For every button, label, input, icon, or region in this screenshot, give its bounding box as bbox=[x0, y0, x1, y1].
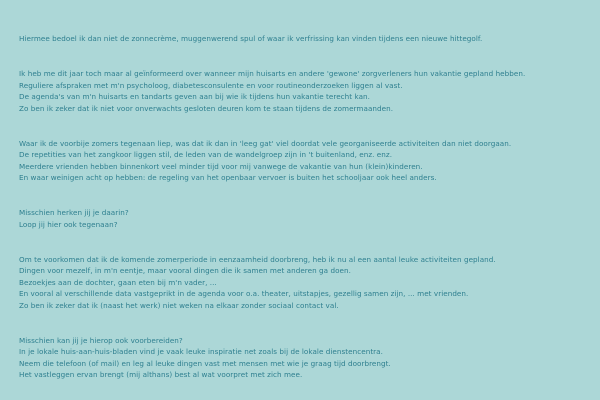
text-line: Neem die telefoon (of mail) en leg al leuke dingen vast met mensen met wie je graag tijd doorbrengt. bbox=[19, 358, 391, 368]
text-line: Dingen voor mezelf, in m'n eentje, maar vooral dingen die ik samen met anderen ga doen. bbox=[19, 266, 351, 275]
paragraph-3 bbox=[19, 138, 597, 184]
text-line: Misschien kan jij je hierop ook voorbereiden? bbox=[19, 335, 183, 345]
document-body bbox=[19, 33, 597, 381]
text-line: Het vastleggen ervan brengt (mij althans) best al wat voorpret met zich mee. bbox=[19, 370, 303, 379]
text-line: Om te voorkomen dat ik de komende zomerperiode in eenzaamheid doorbreng, heb ik nu al een aantal leuke activiteiten gepland. bbox=[19, 254, 496, 264]
paragraph-4 bbox=[19, 207, 597, 230]
paragraph-6 bbox=[19, 335, 597, 381]
text-line: Misschien herken jij je daarin? bbox=[19, 208, 129, 217]
text-line: De repetities van het zangkoor liggen stil, de leden van de wandelgroep zijn in 't buitenland, enz. enz. bbox=[19, 150, 393, 159]
text-line: Loop jij hier ook tegenaan? bbox=[19, 219, 118, 229]
text-line: Reguliere afspraken met m'n psycholoog, diabetesconsulente en voor routineonderzoeken liggen al vast. bbox=[19, 80, 403, 90]
text-line: En vooral al verschillende data vastgeprikt in de agenda voor o.a. theater, uitstapjes, gezellig samen zijn, ... met vrienden. bbox=[19, 289, 469, 298]
text-line: Bezoekjes aan de dochter, gaan eten bij m'n vader, ... bbox=[19, 277, 217, 287]
text-line: De agenda's van m'n huisarts en tandarts geven aan bij wie ik tijdens hun vakantie terecht kan. bbox=[19, 92, 370, 101]
text-line: Waar ik de voorbije zomers tegenaan liep, was dat ik dan in 'leeg gat' viel doordat vele georganiseerde activiteiten dan niet doorgaan. bbox=[19, 138, 512, 148]
paragraph-1 bbox=[19, 33, 597, 45]
text-line: Meerdere vrienden hebben binnenkort veel minder tijd voor mij vanwege de vakantie van hun (klein)kinderen. bbox=[19, 161, 423, 171]
text-line: En waar weinigen acht op hebben: de regeling van het openbaar vervoer is buiten het schooljaar ook heel anders. bbox=[19, 173, 437, 182]
text-line: In je lokale huis-aan-huis-bladen vind je vaak leuke inspiratie net zoals bij de lokale dienstencentra. bbox=[19, 347, 383, 356]
text-line: Hiermee bedoel ik dan niet de zonnecrème, muggenwerend spul of waar ik verfrissing kan vinden tijdens een nieuwe hittegolf. bbox=[19, 34, 483, 43]
text-line: Ik heb me dit jaar toch maar al geïnformeerd over wanneer mijn huisarts en andere 'gewone' zorgverleners hun vakantie gepland hebben. bbox=[19, 69, 526, 78]
paragraph-2 bbox=[19, 68, 597, 114]
text-line: Zo ben ik zeker dat ik niet voor onverwachts gesloten deuren kom te staan tijdens de zomermaanden. bbox=[19, 103, 394, 113]
text-line: Zo ben ik zeker dat ik (naast het werk) niet weken na elkaar zonder sociaal contact val. bbox=[19, 300, 339, 310]
paragraph-5 bbox=[19, 254, 597, 312]
